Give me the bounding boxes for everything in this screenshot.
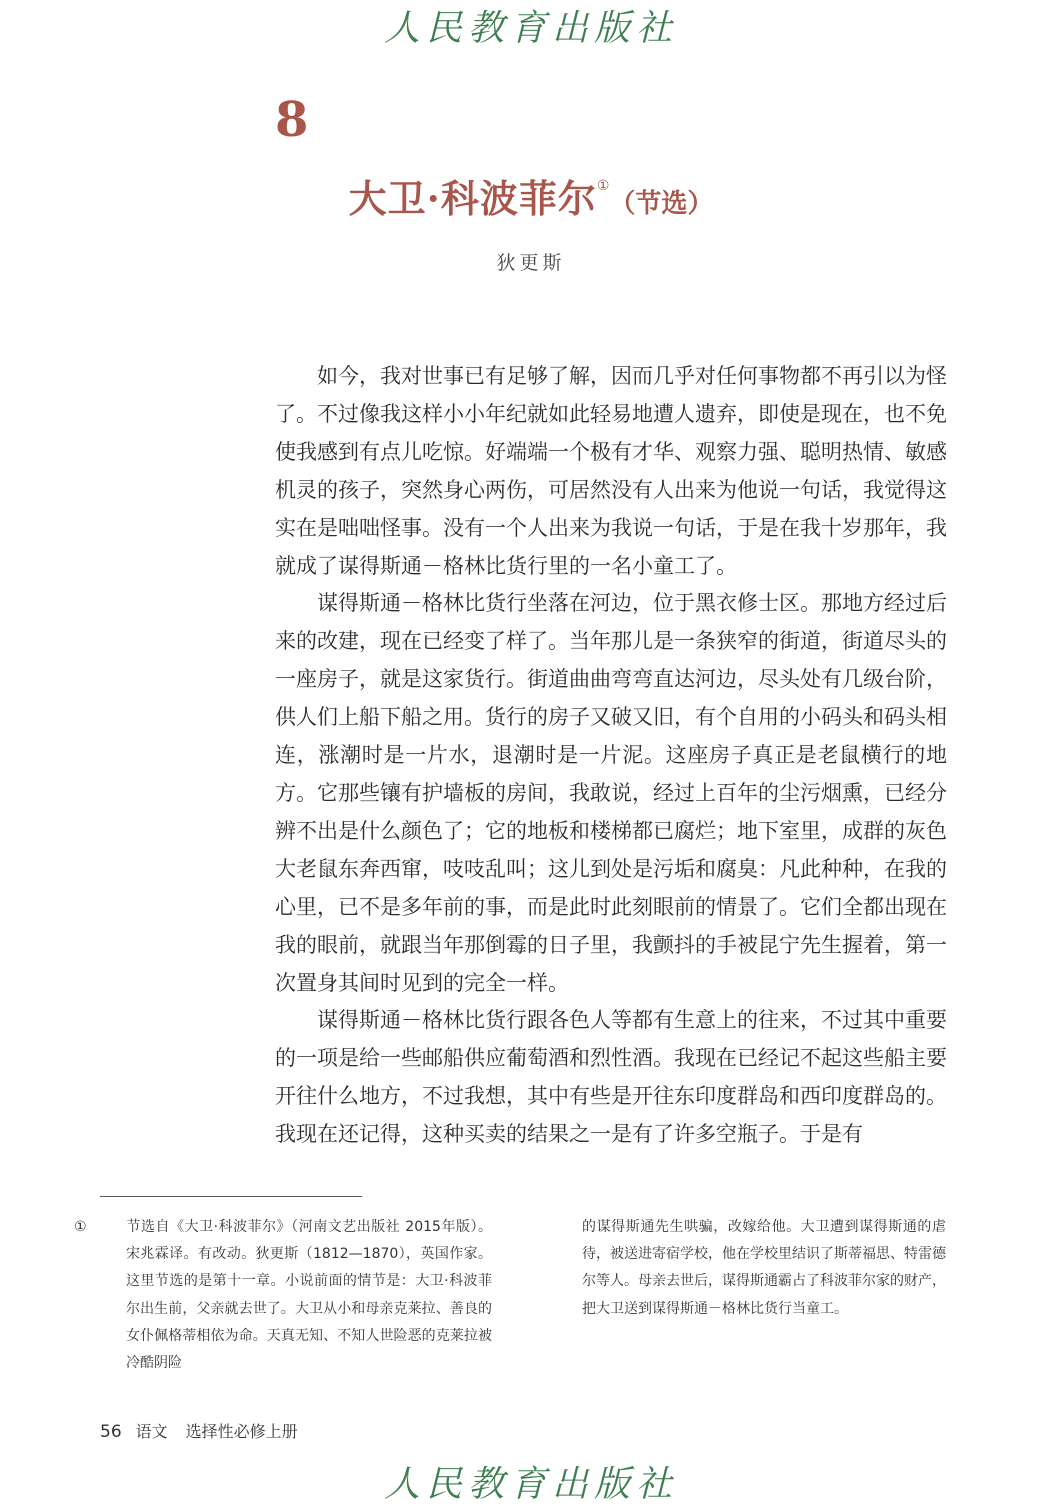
footnote-right-column: 的谋得斯通先生哄骗，改嫁给他。大卫遭到谋得斯通的虐待，被送进寄宿学校，他在学校里结识了斯蒂福思、特雷德尔等人。母亲去世后，谋得斯通霸占了科波菲尔家的财产，把大卫送到谋得斯通－格林比货行当童工。 — [582, 1219, 946, 1317]
title-subtitle: （节选） — [609, 189, 714, 219]
page-number: 56 — [100, 1422, 122, 1442]
publisher-watermark-bottom: 人民教育出版社 — [383, 1464, 678, 1505]
paragraph-2: 谋得斯通－格林比货行坐落在河边，位于黑衣修士区。那地方经过后来的改建，现在已经变了样了。当年那儿是一条狭窄的街道，街道尽头的一座房子，就是这家货行。街道曲曲弯弯直达河边，尽头处有几级台阶，供人们上船下船之用。货行的房子又破又旧，有个自用的小码头和码头相连，涨潮时是一片水，退潮时是一片泥。这座房子真正是老鼠横行的地方。它那些镶有护墙板的房间，我敢说，经过上百年的尘污烟熏，已经分辨不出是什么颜色了；它的地板和楼梯都已腐烂；地下室里，成群的灰色大老鼠东奔西窜，吱吱乱叫；这儿到处是污垢和腐臭：凡此种种，在我的心里，已不是多年前的事，而是此时此刻眼前的情景了。它们全都出现在我的眼前，就跟当年那倒霉的日子里，我颤抖的手被昆宁先生握着，第一次置身其间时见到的完全一样。 — [275, 591, 947, 995]
article-title — [0, 168, 1062, 223]
title-footnote-marker[interactable]: ① — [596, 178, 610, 194]
paragraph-1: 如今，我对世事已有足够了解，因而几乎对任何事物都不再引以为怪了。不过像我这样小小年纪就如此轻易地遭人遗弃，即使是现在，也不免使我感到有点儿吃惊。好端端一个极有才华、观察力强、聪明热情、敏感机灵的孩子，突然身心两伤，可居然没有人出来为他说一句话，我觉得这实在是咄咄怪事。没有一个人出来为我说一句话，于是在我十岁那年，我就成了谋得斯通－格林比货行里的一名小童工了。 — [275, 364, 947, 578]
footnote-left-content: 节选自《大卫·科波菲尔》（河南文艺出版社 2015年版）。宋兆霖译。有改动。狄更斯（1812—1870），英国作家。这里节选的是第十一章。小说前面的情节是：大卫·科波菲尔出生前，父亲就去世了。大卫从小和母亲克莱拉、善良的女仆佩格蒂相依为命。天真无知、不知人世险恶的克莱拉被冷酷阴险 — [126, 1219, 492, 1372]
footnote-text-left — [74, 1214, 492, 1377]
publisher-watermark-top: 人民教育出版社 — [383, 8, 678, 49]
lesson-number: 8 — [275, 92, 309, 148]
footer-subject: 语文 — [135, 1422, 168, 1441]
footnote-marker: ① — [74, 1219, 87, 1235]
footer-book-title: 选择性必修上册 — [185, 1422, 298, 1441]
author-name: 狄更斯 — [496, 252, 566, 274]
footnote-divider — [100, 1196, 362, 1197]
footnote-left-column — [74, 1214, 492, 1377]
paragraph-3: 谋得斯通－格林比货行跟各色人等都有生意上的往来，不过其中重要的一项是给一些邮船供应葡萄酒和烈性酒。我现在已经记不起这些船主要开往什么地方，不过我想，其中有些是开往东印度群岛和西印度群岛的。我现在还记得，这种买卖的结果之一是有了许多空瓶子。于是有 — [275, 1008, 947, 1147]
title-main: 大卫·科波菲尔 — [348, 176, 597, 221]
page-footer — [100, 1419, 298, 1442]
article-body — [275, 358, 947, 1154]
